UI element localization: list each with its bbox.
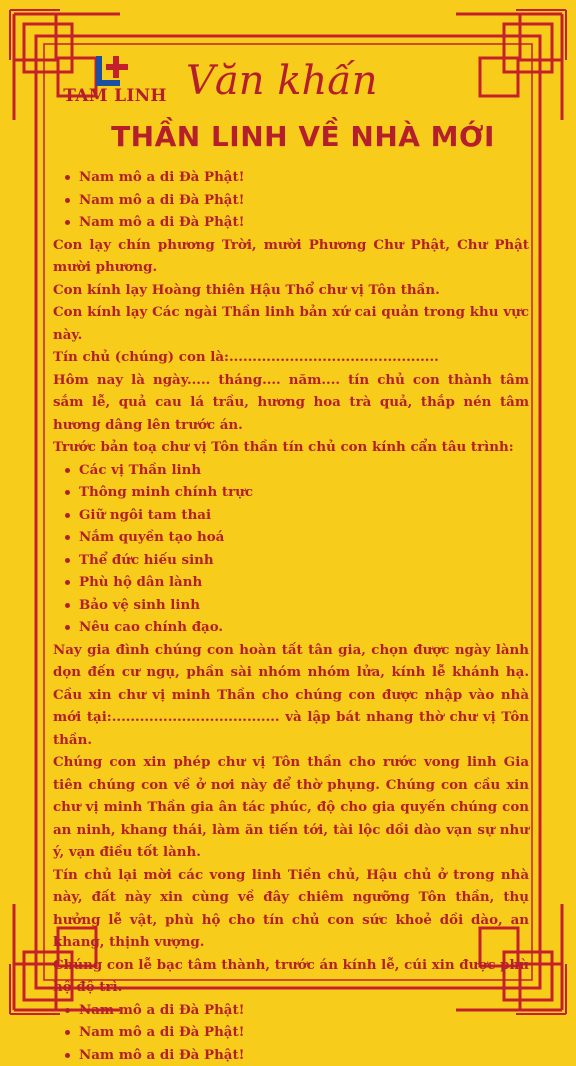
virtue-item: Giữ ngôi tam thai (79, 504, 529, 527)
paragraph: Trước bản toạ chư vị Tôn thần tín chủ con kính cẩn tâu trình: (53, 436, 529, 459)
title-script: Văn khấn (186, 58, 377, 104)
paragraph: Tín chủ (chúng) con là:............................................. (53, 346, 529, 369)
logo-mark-icon (94, 54, 132, 88)
logo-text: TAM LINH (56, 86, 174, 106)
paragraph: Con lạy chín phương Trời, mười Phương Chư Phật, Chư Phật mười phương. (53, 234, 529, 279)
paragraph: Con kính lạy Hoàng thiên Hậu Thổ chư vị Tôn thần. (53, 279, 529, 302)
prayer-text (53, 166, 529, 1066)
chant-item: Nam mô a di Đà Phật! (79, 999, 529, 1022)
paragraph: Chúng con xin phép chư vị Tôn thần cho rước vong linh Gia tiên chúng con về ở nơi này để thờ phụng. Chúng con cầu xin chư vị minh Thần gia ân tác phúc, độ cho gia quyến chúng con an ninh, khang thái, làm ăn tiến tới, tài lộc dồi dào vạn sự như ý, vạn điều tốt lành. (53, 751, 529, 864)
paragraph: Chúng con lễ bạc tâm thành, trước án kính lễ, cúi xin được phù hộ độ trì. (53, 954, 529, 999)
virtues-list (53, 459, 529, 639)
virtue-item: Bảo vệ sinh linh (79, 594, 529, 617)
paragraph: Con kính lạy Các ngài Thần linh bản xứ cai quản trong khu vực này. (53, 301, 529, 346)
paragraph: Hôm nay là ngày..... tháng.... năm.... tín chủ con thành tâm sắm lễ, quả cau lá trầu, hương hoa trà quả, thắp nén tâm hương dâng lên trước án. (53, 369, 529, 437)
closing-chants (53, 999, 529, 1066)
chant-item: Nam mô a di Đà Phật! (79, 211, 529, 234)
virtue-item: Thông minh chính trực (79, 481, 529, 504)
page-title: THẦN LINH VỀ NHÀ MỚI (60, 120, 546, 153)
virtue-item: Nắm quyền tạo hoá (79, 526, 529, 549)
chant-item: Nam mô a di Đà Phật! (79, 189, 529, 212)
virtue-item: Các vị Thần linh (79, 459, 529, 482)
paragraph: Nay gia đình chúng con hoàn tất tân gia, chọn được ngày lành dọn đến cư ngụ, phần sài nhóm nhóm lửa, kính lễ khánh hạ. Cầu xin chư vị minh Thần cho chúng con được nhập vào nhà mới tại:.................................... và lập bát nhang thờ chư vị Tôn thần. (53, 639, 529, 752)
virtue-item: Nêu cao chính đạo. (79, 616, 529, 639)
opening-chants (53, 166, 529, 234)
virtue-item: Phù hộ dân lành (79, 571, 529, 594)
chant-item: Nam mô a di Đà Phật! (79, 1044, 529, 1066)
virtue-item: Thể đức hiếu sinh (79, 549, 529, 572)
tam-linh-logo (56, 54, 174, 110)
paragraph: Tín chủ lại mời các vong linh Tiền chủ, Hậu chủ ở trong nhà này, đất này xin cùng về đây chiêm ngưỡng Tôn thần, thụ hưởng lễ vật, phù hộ cho tín chủ con sức khoẻ dồi dào, an khang, thịnh vượng. (53, 864, 529, 954)
chant-item: Nam mô a di Đà Phật! (79, 166, 529, 189)
chant-item: Nam mô a di Đà Phật! (79, 1021, 529, 1044)
